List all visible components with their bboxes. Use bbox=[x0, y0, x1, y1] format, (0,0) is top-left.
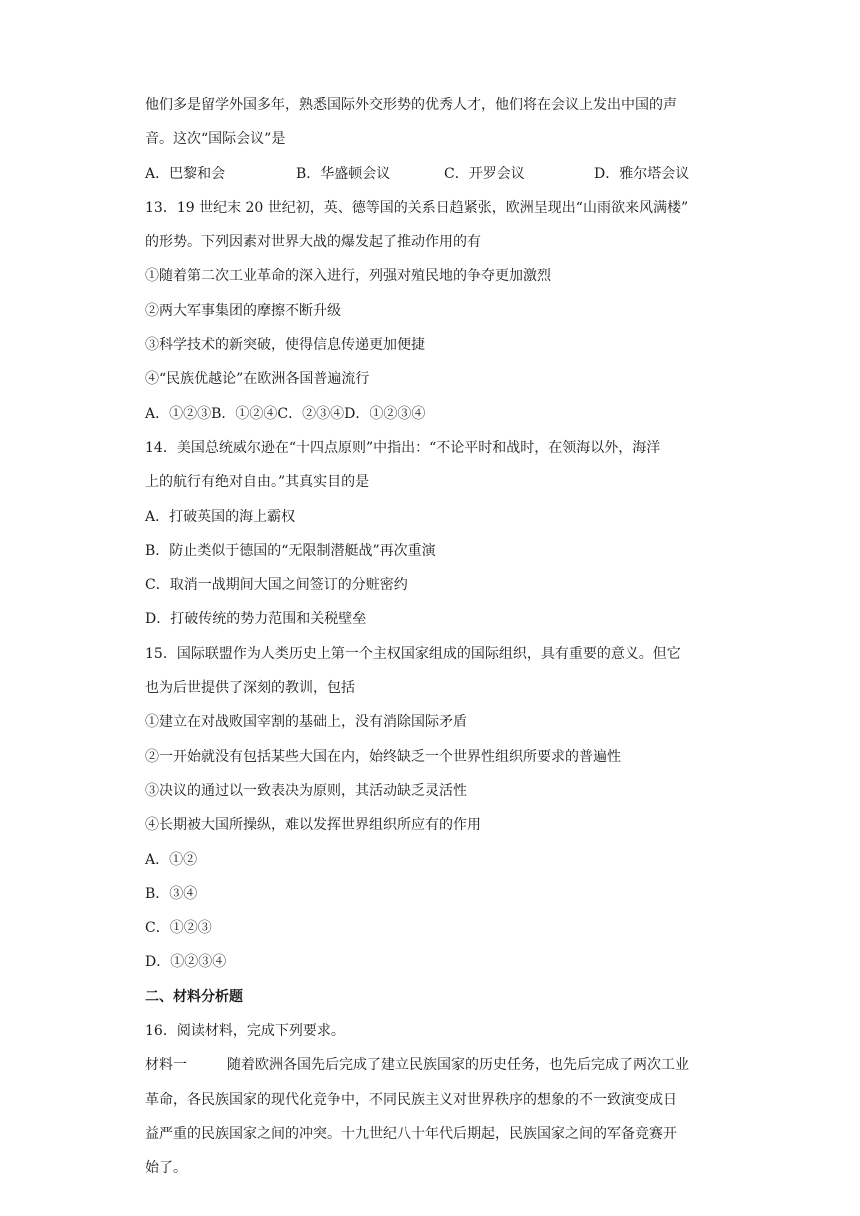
q13-item-1: ①随着第二次工业革命的深入进行，列强对殖民地的争夺更加激烈 bbox=[145, 268, 551, 285]
q12-stem-line-2: 音。这次“国际会议”是 bbox=[145, 131, 286, 148]
q13-item-4: ④“民族优越论”在欧洲各国普遍流行 bbox=[145, 371, 370, 388]
q15-option-c: C．①②③ bbox=[145, 920, 212, 937]
q14-option-d: D．打破传统的势力范围和关税壁垒 bbox=[145, 611, 367, 628]
q14-option-a: A．打破英国的海上霸权 bbox=[145, 508, 296, 525]
q15-option-b: B．③④ bbox=[145, 885, 198, 902]
q12-option-c: C．开罗会议 bbox=[444, 165, 525, 182]
q16-intro: 16．阅读材料，完成下列要求。 bbox=[145, 1023, 345, 1040]
q15-item-3: ③决议的通过以一致表决为原则，其活动缺乏灵活性 bbox=[145, 782, 467, 799]
q15-item-1: ①建立在对战败国宰割的基础上，没有消除国际矛盾 bbox=[145, 714, 467, 731]
q12-stem-line-1: 他们多是留学外国多年，熟悉国际外交形势的优秀人才，他们将在会议上发出中国的声 bbox=[145, 97, 677, 113]
q16-material-line-3: 益严重的民族国家之间的冲突。十九世纪八十年代后期起，民族国家之间的军备竞赛开 bbox=[145, 1125, 677, 1142]
q13-item-2: ②两大军事集团的摩擦不断升级 bbox=[145, 302, 341, 319]
q13-options: A．①②③B．①②④C．②③④D．①②③④ bbox=[145, 405, 426, 422]
q14-stem-line-2: 上的航行有绝对自由。”其真实目的是 bbox=[145, 474, 370, 491]
q13-item-3: ③科学技术的新突破，使得信息传递更加便捷 bbox=[145, 337, 425, 354]
q15-item-2: ②一开始就没有包括某些大国在内，始终缺乏一个世界性组织所要求的普遍性 bbox=[145, 748, 621, 765]
q15-option-a: A．①② bbox=[145, 851, 198, 868]
q15-stem-line-2: 也为后世提供了深刻的教训，包括 bbox=[145, 680, 355, 697]
q15-stem-line-1: 15．国际联盟作为人类历史上第一个主权国家组成的国际组织，具有重要的意义。但它 bbox=[145, 645, 681, 662]
q13-stem-line-1: 13．19 世纪末 20 世纪初，英、德等国的关系日趋紧张，欧洲呈现出“山雨欲来风满楼” bbox=[145, 199, 689, 216]
section-heading: 二、材料分析题 bbox=[145, 988, 243, 1005]
q12-option-d: D．雅尔塔会议 bbox=[594, 165, 690, 182]
q15-option-d: D．①②③④ bbox=[145, 954, 227, 971]
q12-options bbox=[145, 164, 725, 184]
q16-material-line-2: 革命，各民族国家的现代化竞争中，不同民族主义对世界秩序的想象的不一致演变成日 bbox=[145, 1091, 677, 1108]
q15-item-4: ④长期被大国所操纵，难以发挥世界组织所应有的作用 bbox=[145, 817, 481, 834]
q13-stem-line-2: 的形势。下列因素对世界大战的爆发起了推动作用的有 bbox=[145, 234, 481, 251]
q12-option-b: B．华盛顿会议 bbox=[296, 165, 391, 182]
q14-stem-line-1: 14．美国总统威尔逊在“十四点原则”中指出：“不论平时和战时，在领海以外，海洋 bbox=[145, 439, 661, 456]
q14-option-b: B．防止类似于德国的“无限制潜艇战”再次重演 bbox=[145, 542, 436, 559]
document-page bbox=[145, 95, 725, 1193]
q16-material-line-1 bbox=[145, 1055, 725, 1075]
q12-option-a: A．巴黎和会 bbox=[145, 165, 226, 182]
q16-material-line-4: 始了。 bbox=[145, 1160, 187, 1177]
q14-option-c: C．取消一战期间大国之间签订的分赃密约 bbox=[145, 577, 408, 594]
material-text-1: 随着欧洲各国先后完成了建立民族国家的历史任务，也先后完成了两次工业 bbox=[227, 1057, 689, 1074]
material-label: 材料一 bbox=[145, 1057, 187, 1074]
